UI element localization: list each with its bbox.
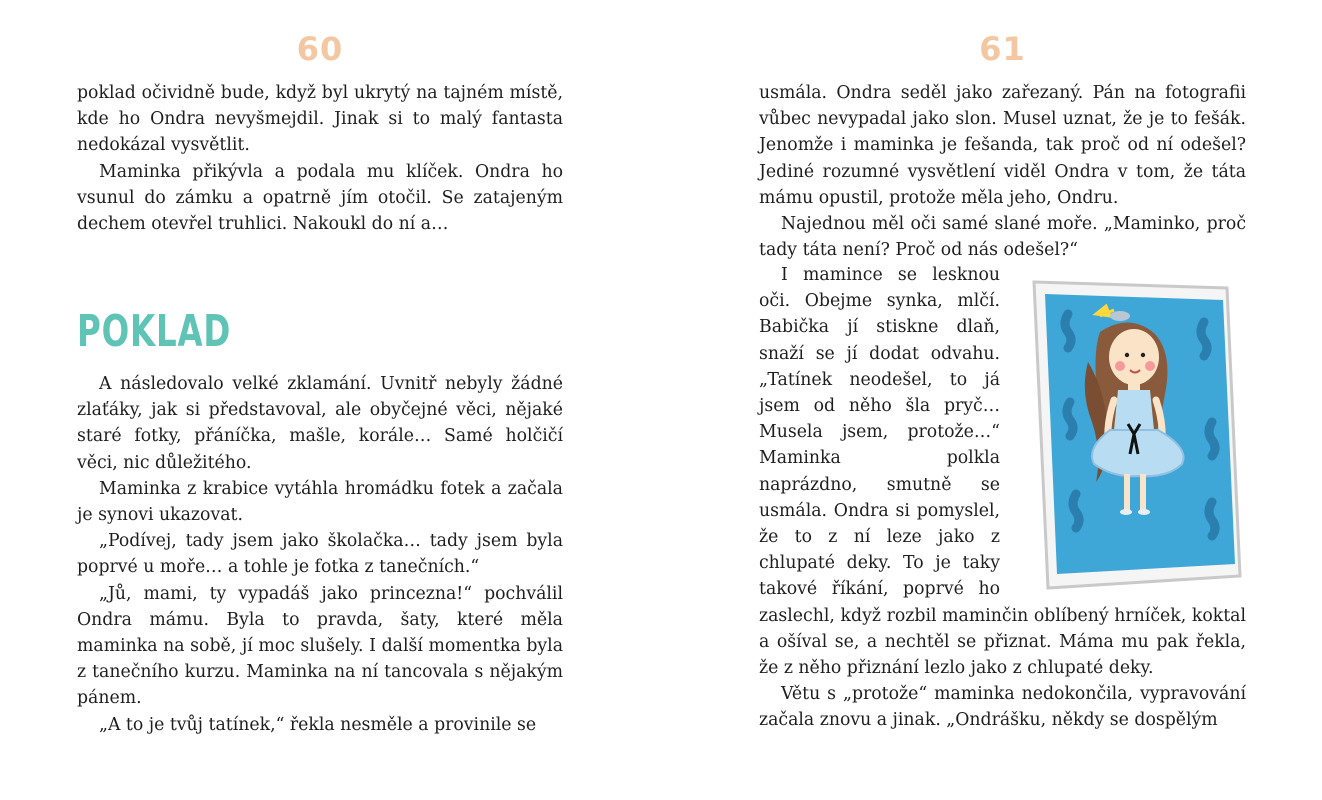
paragraph: „Podívej, tady jsem jako školačka… tady jsem byla poprvé u moře… a tohle je fotka z tanečních.“ (77, 531, 563, 578)
page-number: 60 (296, 30, 344, 68)
paragraph: „Jů, mami, ty vypadáš jako princezna!“ pochválil Ondra mámu. Byla to pravda, šaty, které měla maminka na sobě, jí moc slušely. I další momentka byla z tanečního kurzu. Maminka na ní tancovala s nějakým pánem. (77, 583, 563, 709)
face (1109, 329, 1159, 385)
cheek (1145, 361, 1155, 371)
leg (1124, 474, 1130, 510)
hair-clip (1110, 311, 1130, 321)
eye (1125, 353, 1129, 357)
shoe (1120, 509, 1132, 515)
paragraph: poklad očividně bude, když byl ukrytý na tajném místě, kde ho Ondra nevyšmejdil. Jinak si to malý fantasta nedokázal vysvětlit. (77, 83, 563, 156)
left-page (77, 0, 563, 800)
wrapped-text (759, 262, 1246, 734)
leg (1140, 474, 1146, 510)
cheek (1115, 361, 1125, 371)
text-block-top (759, 80, 1246, 263)
eye (1141, 353, 1145, 357)
paragraph: usmála. Ondra seděl jako zařezaný. Pán na fotografii vůbec nevypadal jako slon. Musel uznat, že je to fešák. Jenomže i maminka je fešanda, tak proč od ní odešel? Jediné rozumné vysvětlení viděl Ondra v tom, že táta mámu opustil, protože měla jeho, Ondru. (759, 83, 1246, 208)
paragraph: Maminka přikývla a podala mu klíček. Ondra ho vsunul do zámku a opatrně jím otočil. Se zatajeným dechem otevřel truhlici. Nakoukl do ní a… (77, 161, 563, 235)
page-number: 61 (979, 30, 1026, 68)
paragraph: „A to je tvůj tatínek,“ řekla nesměle a provinile se (99, 714, 537, 735)
paragraph: Maminka z krabice vytáhla hromádku fotek a začala je synovi ukazovat. (77, 478, 563, 526)
chapter-title: POKLAD (77, 306, 232, 357)
paragraph: Větu s „protože“ maminka nedokončila, vypravování začala znovu a jinak. „Ondrášku, někdy se dospělým (759, 684, 1246, 731)
dress-top (1114, 390, 1154, 430)
text-block-top (77, 80, 563, 237)
right-page (759, 0, 1246, 800)
shoe (1138, 509, 1150, 515)
paragraph: I mamince se lesknou oči. Obejme synka, mlčí. Babička jí stiskne dlaň, snaží se jí dodat odvahu. „Tatínek neodešel, to já jsem od něho šla pryč… Musela jsem, protože…“ Maminka polkla naprázdno, smutně se usmála. Ondra si pomyslel, že to z ní leze jako z chlupaté deky. To je taky takové říkání, poprvé ho zaslechl, když rozbil maminčin oblíbený hrníček, koktal a ošíval se, a nechtěl se přiznat. Máma mu pak řekla, že z něho přiznání lezlo jako z chlupaté deky. (759, 265, 1246, 679)
photo-illustration (1010, 262, 1246, 592)
paragraph: A následovalo velké zklamání. Uvnitř nebyly žádné zlaťáky, jak si představoval, ale obyčejné věci, nějaké staré fotky, přáníčka, mašle, korále… Samé holčičí věci, nic důležitého. (77, 374, 563, 473)
girl-photo-icon (1010, 262, 1246, 592)
chapter-text (77, 371, 563, 738)
paragraph: Najednou měl oči samé slané moře. „Maminko, proč tady táta není? Proč od nás odešel?“ (759, 214, 1246, 261)
